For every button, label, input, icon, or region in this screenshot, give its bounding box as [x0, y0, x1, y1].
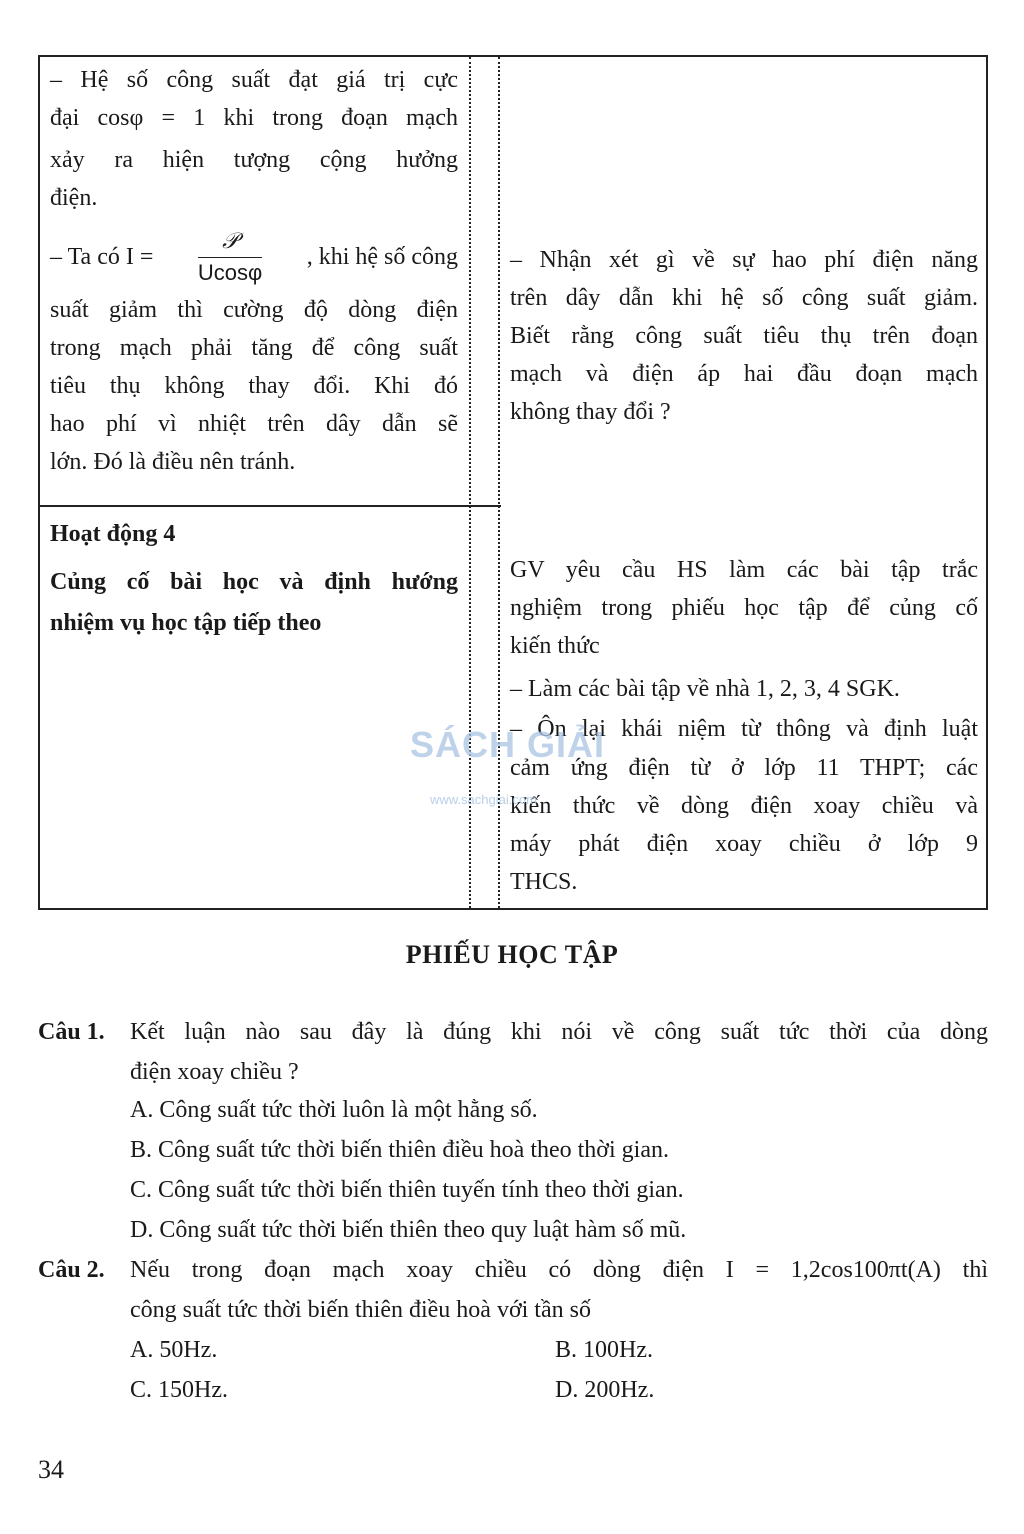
formula-suffix: , khi hệ số công	[306, 244, 458, 270]
text-line: trên dây dẫn khi hệ số công suất giảm.	[510, 285, 978, 311]
question-stem-line: Nếu trong đoạn mạch xoay chiều có dòng điện I = 1,2cos100πt(A) thì	[130, 1257, 988, 1283]
row-divider	[40, 505, 501, 507]
formula-prefix: – Ta có I =	[50, 244, 154, 270]
text-line: điện.	[50, 185, 98, 211]
text-line: tiêu thụ không thay đổi. Khi đó	[50, 373, 458, 399]
page-number: 34	[38, 1455, 64, 1484]
option-a: A. Công suất tức thời luôn là một hằng số.	[130, 1097, 538, 1123]
question-2	[38, 1250, 988, 1330]
text-line: cảm ứng điện từ ở lớp 11 THPT; các	[510, 755, 978, 781]
row1-right-cell	[510, 241, 978, 431]
text-line: – Hệ số công suất đạt giá trị cực	[50, 67, 458, 93]
row2-left-cell	[50, 515, 458, 643]
option-c: C. Công suất tức thời biến thiên tuyến tính theo thời gian.	[130, 1177, 684, 1203]
text-line: đại cosφ = 1 khi trong đoạn mạch	[50, 105, 458, 131]
column-divider-right	[498, 57, 500, 908]
activity-heading-line: Củng cố bài học và định hướng	[50, 569, 458, 595]
text-line: – Làm các bài tập về nhà 1, 2, 3, 4 SGK.	[510, 676, 900, 702]
option-d: D. Công suất tức thời biến thiên theo quy luật hàm số mũ.	[130, 1217, 687, 1243]
watermark-brand: SÁCH GIẢI	[410, 724, 606, 765]
column-divider-left	[469, 57, 471, 908]
text-line: nghiệm trong phiếu học tập để củng cố	[510, 595, 978, 621]
text-line: không thay đổi ?	[510, 399, 671, 425]
text-line: mạch và điện áp hai đầu đoạn mạch	[510, 361, 978, 387]
power-current-formula	[50, 225, 458, 289]
text-line: THCS.	[510, 869, 578, 895]
option-b: B. Công suất tức thời biến thiên điều hoà theo thời gian.	[130, 1137, 669, 1163]
row1-left-cell	[50, 61, 458, 481]
question-label: Câu 1.	[38, 1019, 105, 1045]
worksheet-title: PHIẾU HỌC TẬP	[405, 940, 619, 969]
text-line: kiến thức	[510, 633, 600, 659]
option-d: D. 200Hz.	[555, 1377, 655, 1403]
watermark-url: www.sachgiai.com	[430, 792, 537, 807]
option-c: C. 150Hz.	[130, 1377, 228, 1403]
question-1	[38, 1012, 988, 1092]
text-line: kiến thức về dòng điện xoay chiều và	[510, 793, 978, 819]
question-stem-line: công suất tức thời biến thiên điều hoà với tần số	[130, 1297, 591, 1323]
question-label: Câu 2.	[38, 1257, 105, 1283]
question-stem-line: điện xoay chiều ?	[130, 1059, 299, 1085]
text-line: lớn. Đó là điều nên tránh.	[50, 449, 296, 475]
formula-denominator: Ucosφ	[197, 259, 263, 285]
text-line: – Ôn lại khái niệm từ thông và định luật	[510, 716, 978, 742]
text-line: máy phát điện xoay chiều ở lớp 9	[510, 831, 978, 857]
option-a: A. 50Hz.	[130, 1337, 218, 1363]
text-line: suất giảm thì cường độ dòng điện	[50, 297, 458, 323]
text-line: trong mạch phải tăng để công suất	[50, 335, 458, 361]
option-b: B. 100Hz.	[555, 1337, 653, 1363]
activity-heading-line: nhiệm vụ học tập tiếp theo	[50, 610, 322, 636]
text-line: GV yêu cầu HS làm các bài tập trắc	[510, 557, 978, 583]
activity-label: Hoạt động 4	[50, 521, 176, 547]
formula-numerator: 𝒫	[198, 227, 262, 258]
text-line: Biết rằng công suất tiêu thụ trên đoạn	[510, 323, 978, 349]
formula-fraction	[198, 227, 262, 288]
lesson-table	[38, 55, 988, 910]
text-line: hao phí vì nhiệt trên dây dẫn sẽ	[50, 411, 458, 437]
text-line: xảy ra hiện tượng cộng hưởng	[50, 147, 458, 173]
question-stem-line: Kết luận nào sau đây là đúng khi nói về công suất tức thời của dòng	[130, 1019, 988, 1045]
text-line: – Nhận xét gì về sự hao phí điện năng	[510, 247, 978, 273]
